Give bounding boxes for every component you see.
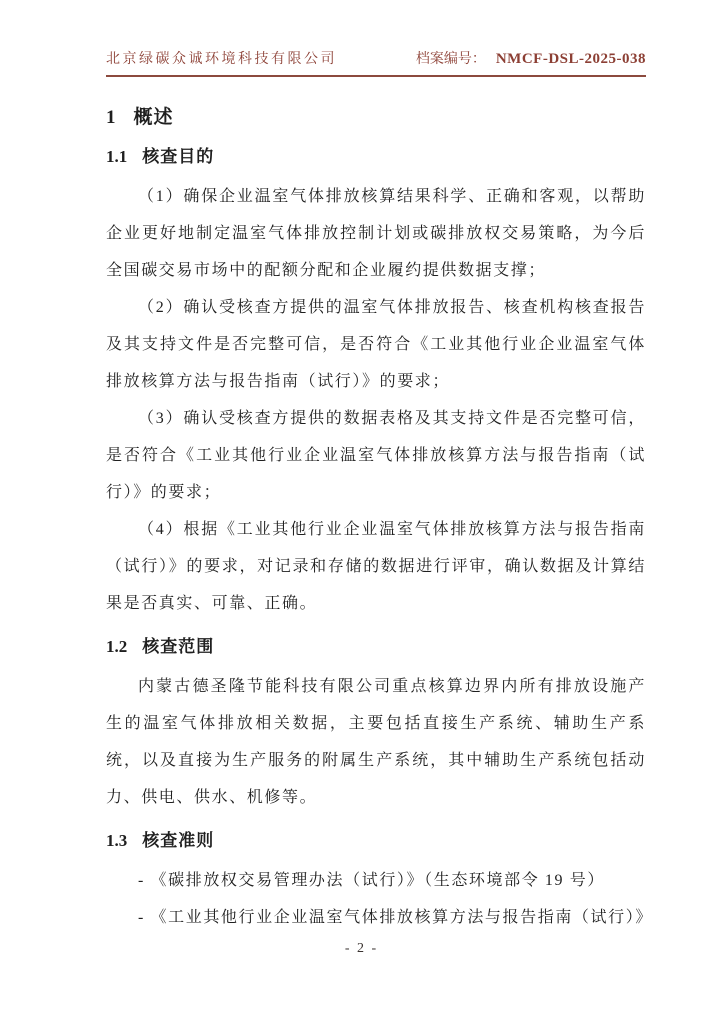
paragraph: （2）确认受核查方提供的温室气体排放报告、核查机构核查报告及其支持文件是否完整可信，是否符合《工业其他行业企业温室气体排放核算方法与报告指南（试行）》的要求； (106, 299, 646, 390)
paragraph: （3）确认受核查方提供的数据表格及其支持文件是否完整可信，是否符合《工业其他行业企业温室气体排放核算方法与报告指南（试行）》的要求； (106, 410, 646, 501)
paragraph: 内蒙古德圣隆节能科技有限公司重点核算边界内所有排放设施产生的温室气体排放相关数据，主要包括直接生产系统、辅助生产系统，以及直接为生产服务的附属生产系统，其中辅助生产系统包括动力、供电、供水、机修等。 (106, 678, 646, 806)
list-item: - 《工业其他行业企业温室气体排放核算方法与报告指南（试行）》 (138, 909, 653, 926)
section-heading-1-2 (106, 633, 646, 660)
header-file-group (416, 48, 646, 68)
header-company-name: 北京绿碳众诚环境科技有限公司 (106, 52, 337, 67)
section-title: 核查准则 (142, 831, 215, 850)
document-body (106, 80, 653, 936)
section-number: 1.1 (106, 147, 128, 166)
section-title: 概述 (133, 107, 174, 128)
section-heading-1-1 (106, 143, 646, 170)
page-header (106, 48, 646, 77)
paragraph: （1）确保企业温室气体排放核算结果科学、正确和客观，以帮助企业更好地制定温室气体排放控制计划或碳排放权交易策略，为今后全国碳交易市场中的配额分配和企业履约提供数据支撑； (106, 188, 646, 279)
section-title: 核查范围 (142, 637, 215, 656)
file-number-label: 档案编号： (415, 52, 486, 67)
list-item: - 《碳排放权交易管理办法（试行）》（生态环境部令 19 号） (138, 872, 605, 889)
section-title: 核查目的 (142, 147, 215, 166)
section-heading-1 (106, 104, 646, 132)
section-heading-1-3 (106, 827, 646, 854)
file-number-value: NMCF-DSL-2025-038 (495, 51, 646, 67)
paragraph: （4）根据《工业其他行业企业温室气体排放核算方法与报告指南（试行）》的要求，对记录和存储的数据进行评审，确认数据及计算结果是否真实、可靠、正确。 (106, 521, 646, 612)
section-number: 1 (106, 107, 116, 128)
page-number: - 2 - (344, 941, 379, 956)
section-number: 1.3 (106, 831, 128, 850)
page-footer (0, 941, 723, 957)
section-number: 1.2 (106, 637, 128, 656)
